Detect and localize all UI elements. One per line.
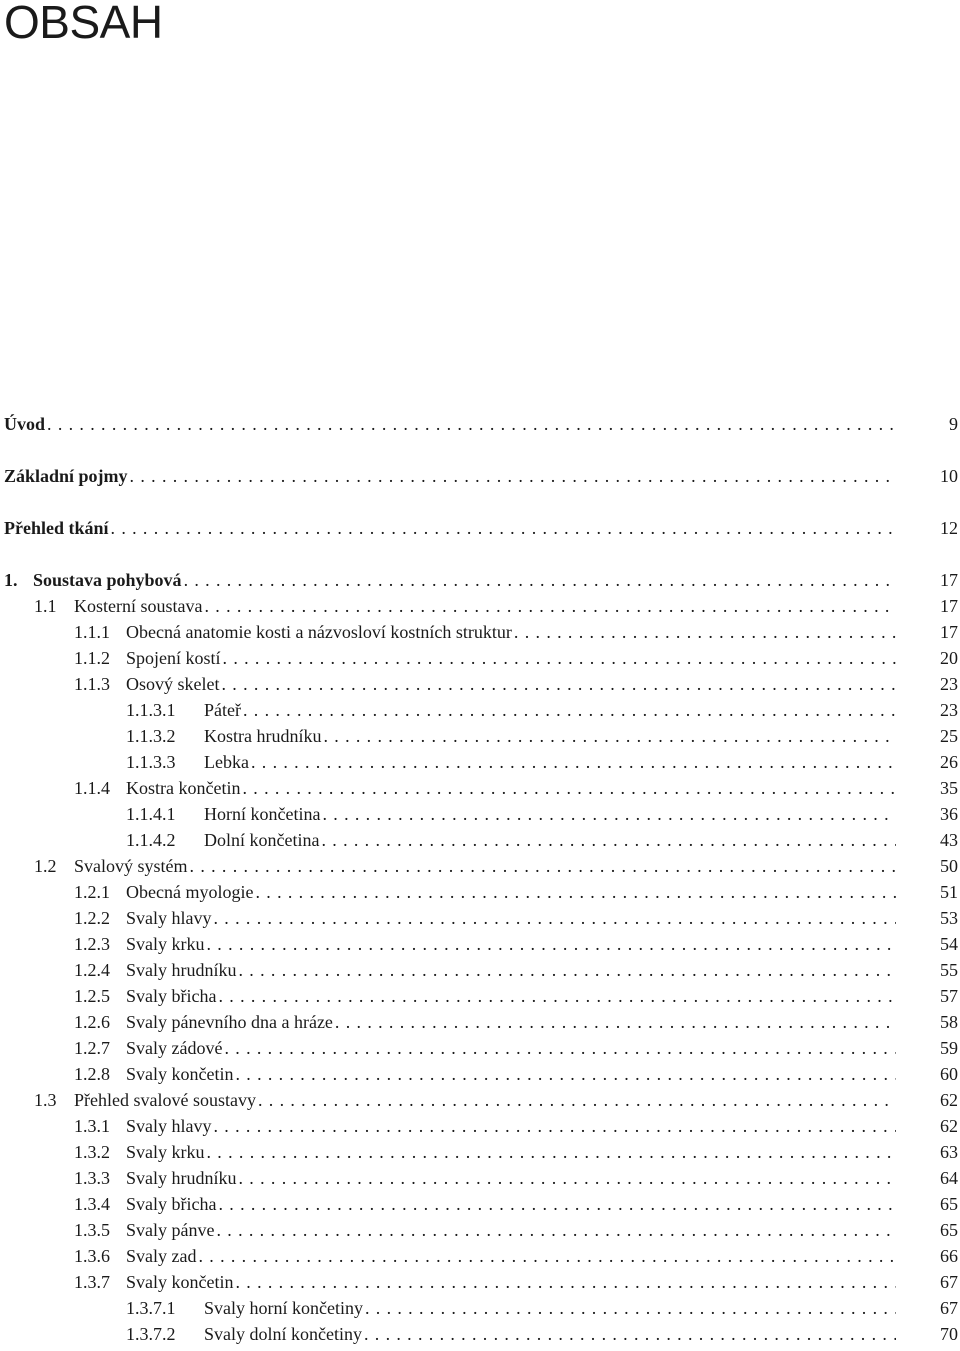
page-title: OBSAH	[4, 0, 163, 48]
toc-entry-page-number: 59	[940, 1037, 958, 1058]
toc-entry-title: Obecná anatomie kosti a názvosloví kostních struktur	[126, 621, 512, 642]
toc-entry[interactable]	[0, 567, 960, 593]
toc-entry-title: Dolní končetina	[204, 829, 320, 850]
dot-leader	[514, 619, 896, 645]
toc-entry-page-number: 25	[940, 725, 958, 746]
toc-entry-title: Kostra hrudníku	[204, 725, 322, 746]
dot-leader	[223, 645, 896, 671]
dot-leader	[235, 1061, 896, 1087]
toc-entry-title: Svaly zad	[126, 1245, 197, 1266]
toc-entry-title: Svaly břicha	[126, 985, 217, 1006]
toc-entry-number: 1.3.7.2	[126, 1323, 176, 1344]
toc-entry-number: 1.3.7	[74, 1271, 110, 1292]
toc-entry-number: 1.2	[34, 855, 57, 876]
toc-entry[interactable]	[0, 463, 960, 489]
toc-entry[interactable]	[0, 1321, 960, 1347]
toc-entry-number: 1.3.7.1	[126, 1297, 176, 1318]
toc-entry-number: 1.2.4	[74, 959, 110, 980]
toc-entry[interactable]	[0, 931, 960, 957]
toc-entry-title: Soustava pohybová	[33, 569, 182, 590]
toc-entry[interactable]	[0, 983, 960, 1009]
toc-entry-title: Svalový systém	[74, 855, 188, 876]
toc-entry-page-number: 23	[940, 699, 958, 720]
dot-leader	[239, 1165, 897, 1191]
toc-entry-number: 1.3.4	[74, 1193, 110, 1214]
toc-entry[interactable]	[0, 1139, 960, 1165]
toc-entry-title: Přehled tkání	[4, 517, 109, 538]
toc-entry-number: 1.2.2	[74, 907, 110, 928]
toc-entry-page-number: 26	[940, 751, 958, 772]
toc-entry[interactable]	[0, 957, 960, 983]
toc-entry-page-number: 20	[940, 647, 958, 668]
toc-entry-number: 1.3.3	[74, 1167, 110, 1188]
dot-leader	[323, 723, 896, 749]
toc-entry-page-number: 55	[940, 959, 958, 980]
toc-entry-number: 1.1.4.2	[126, 829, 176, 850]
toc-entry-number: 1.1.3.3	[126, 751, 176, 772]
toc-entry[interactable]	[0, 645, 960, 671]
toc-entry-page-number: 60	[940, 1063, 958, 1084]
toc-entry-number: 1.1.1	[74, 621, 110, 642]
toc-entry[interactable]	[0, 1269, 960, 1295]
dot-leader	[243, 697, 896, 723]
toc-entry-number: 1.	[4, 569, 18, 590]
toc-entry-page-number: 36	[940, 803, 958, 824]
toc-entry-title: Lebka	[204, 751, 249, 772]
toc-entry[interactable]	[0, 1295, 960, 1321]
toc-entry-title: Obecná myologie	[126, 881, 254, 902]
toc-entry-page-number: 53	[940, 907, 958, 928]
dot-leader	[111, 515, 896, 541]
toc-entry-page-number: 12	[940, 517, 958, 538]
toc-entry-number: 1.2.8	[74, 1063, 110, 1084]
dot-leader	[207, 931, 897, 957]
toc-entry[interactable]	[0, 827, 960, 853]
toc-entry[interactable]	[0, 619, 960, 645]
toc-entry[interactable]	[0, 697, 960, 723]
toc-entry-page-number: 64	[940, 1167, 958, 1188]
toc-entry-page-number: 43	[940, 829, 958, 850]
toc-entry[interactable]	[0, 775, 960, 801]
toc-entry-title: Kosterní soustava	[74, 595, 203, 616]
toc-entry-page-number: 65	[940, 1219, 958, 1240]
toc-entry-title: Svaly krku	[126, 933, 205, 954]
toc-entry-page-number: 54	[940, 933, 958, 954]
toc-entry-page-number: 58	[940, 1011, 958, 1032]
toc-entry-title: Svaly krku	[126, 1141, 205, 1162]
toc-entry-title: Svaly končetin	[126, 1271, 234, 1292]
dot-leader	[364, 1321, 896, 1347]
toc-entry-number: 1.3.5	[74, 1219, 110, 1240]
dot-leader	[335, 1009, 896, 1035]
toc-entry-page-number: 70	[940, 1323, 958, 1344]
toc-entry[interactable]	[0, 1009, 960, 1035]
dot-leader	[190, 853, 896, 879]
toc-entry-page-number: 63	[940, 1141, 958, 1162]
toc-entry-title: Základní pojmy	[4, 465, 128, 486]
toc-entry-number: 1.3.6	[74, 1245, 110, 1266]
toc-entry[interactable]	[0, 905, 960, 931]
toc-entry[interactable]	[0, 515, 960, 541]
toc-entry[interactable]	[0, 1035, 960, 1061]
toc-entry-page-number: 10	[940, 465, 958, 486]
toc-entry-title: Svaly hrudníku	[126, 959, 237, 980]
toc-entry-title: Svaly dolní končetiny	[204, 1323, 362, 1344]
dot-leader	[255, 879, 896, 905]
toc-entry[interactable]	[0, 1191, 960, 1217]
toc-entry-number: 1.3	[34, 1089, 57, 1110]
dot-leader	[251, 749, 896, 775]
toc-entry-title: Svaly břicha	[126, 1193, 217, 1214]
toc-entry-number: 1.3.1	[74, 1115, 110, 1136]
dot-leader	[184, 567, 896, 593]
toc-entry-title: Svaly hrudníku	[126, 1167, 237, 1188]
dot-leader	[198, 1243, 896, 1269]
toc-entry-title: Svaly horní končetiny	[204, 1297, 363, 1318]
toc-entry-title: Svaly pánevního dna a hráze	[126, 1011, 333, 1032]
toc-entry[interactable]	[0, 723, 960, 749]
toc-entry-page-number: 51	[940, 881, 958, 902]
toc-entry[interactable]	[0, 1165, 960, 1191]
toc-entry-number: 1.2.7	[74, 1037, 110, 1058]
dot-leader	[207, 1139, 897, 1165]
dot-leader	[235, 1269, 896, 1295]
toc-entry-number: 1.1	[34, 595, 57, 616]
toc-entry-title: Páteř	[204, 699, 241, 720]
toc-entry-page-number: 62	[940, 1089, 958, 1110]
toc-entry-number: 1.1.3.2	[126, 725, 176, 746]
dot-leader	[216, 1217, 896, 1243]
toc-entry[interactable]	[0, 749, 960, 775]
toc-entry[interactable]	[0, 593, 960, 619]
dot-leader	[214, 1113, 897, 1139]
toc-entry[interactable]	[0, 1113, 960, 1139]
toc-entry-title: Spojení kostí	[126, 647, 221, 668]
toc-entry-title: Přehled svalové soustavy	[74, 1089, 256, 1110]
dot-leader	[47, 411, 896, 437]
toc-entry-number: 1.2.5	[74, 985, 110, 1006]
toc-entry[interactable]	[0, 1217, 960, 1243]
toc-entry-page-number: 65	[940, 1193, 958, 1214]
toc-entry-number: 1.1.4.1	[126, 803, 176, 824]
toc-entry-page-number: 17	[940, 595, 958, 616]
toc-entry-page-number: 67	[940, 1271, 958, 1292]
dot-leader	[239, 957, 897, 983]
dot-leader	[218, 983, 896, 1009]
toc-entry-page-number: 17	[940, 621, 958, 642]
toc-entry-number: 1.1.3	[74, 673, 110, 694]
dot-leader	[204, 593, 896, 619]
dot-leader	[242, 775, 896, 801]
toc-entry[interactable]	[0, 1061, 960, 1087]
toc-entry-page-number: 67	[940, 1297, 958, 1318]
dot-leader	[130, 463, 896, 489]
toc-entry-page-number: 66	[940, 1245, 958, 1266]
toc-entry-number: 1.2.1	[74, 881, 110, 902]
toc-entry-title: Kostra končetin	[126, 777, 241, 798]
toc-entry-title: Osový skelet	[126, 673, 220, 694]
toc-entry-page-number: 9	[949, 413, 958, 434]
toc-entry-page-number: 50	[940, 855, 958, 876]
toc-entry[interactable]	[0, 1087, 960, 1113]
toc-entry-title: Svaly zádové	[126, 1037, 223, 1058]
toc-entry[interactable]	[0, 879, 960, 905]
dot-leader	[214, 905, 897, 931]
toc-entry-number: 1.3.2	[74, 1141, 110, 1162]
toc-entry-number: 1.1.3.1	[126, 699, 176, 720]
toc-entry-title: Úvod	[4, 413, 46, 434]
toc-entry-page-number: 62	[940, 1115, 958, 1136]
toc-entry-page-number: 57	[940, 985, 958, 1006]
toc-entry-number: 1.1.4	[74, 777, 110, 798]
toc-entry[interactable]	[0, 1243, 960, 1269]
toc-entry[interactable]	[0, 671, 960, 697]
toc-entry-title: Horní končetina	[204, 803, 321, 824]
toc-entry[interactable]	[0, 411, 960, 437]
toc-entry[interactable]	[0, 801, 960, 827]
toc-entry-page-number: 23	[940, 673, 958, 694]
toc-entry-number: 1.2.3	[74, 933, 110, 954]
dot-leader	[222, 671, 897, 697]
dot-leader	[321, 827, 896, 853]
dot-leader	[322, 801, 896, 827]
toc-entry-title: Svaly hlavy	[126, 1115, 212, 1136]
dot-leader	[365, 1295, 896, 1321]
toc-entry-title: Svaly hlavy	[126, 907, 212, 928]
toc-entry[interactable]	[0, 853, 960, 879]
toc-entry-number: 1.1.2	[74, 647, 110, 668]
toc-entry-title: Svaly končetin	[126, 1063, 234, 1084]
toc-entry-page-number: 17	[940, 569, 958, 590]
toc-entry-page-number: 35	[940, 777, 958, 798]
toc-entry-number: 1.2.6	[74, 1011, 110, 1032]
toc-entry-title: Svaly pánve	[126, 1219, 215, 1240]
dot-leader	[224, 1035, 896, 1061]
dot-leader	[258, 1087, 896, 1113]
dot-leader	[218, 1191, 896, 1217]
